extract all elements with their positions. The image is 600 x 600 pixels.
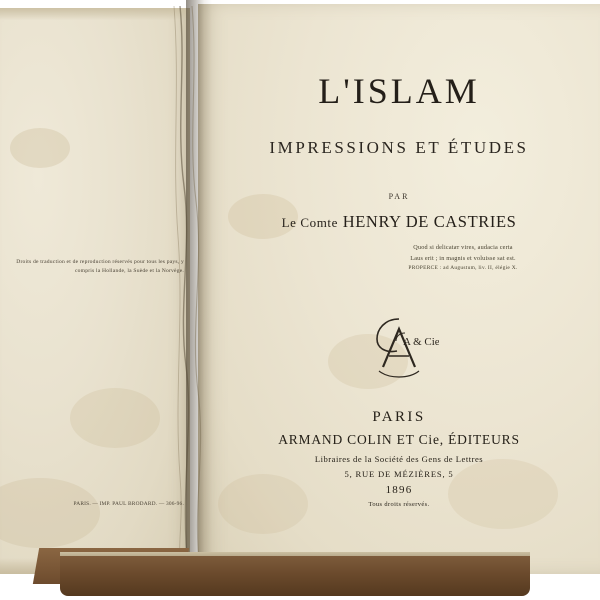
imprint-publisher: ARMAND COLIN ET Cie, ÉDITEURS bbox=[278, 432, 520, 447]
cover-board-bottom bbox=[60, 556, 530, 596]
author-line bbox=[198, 212, 600, 232]
right-page-title bbox=[198, 4, 600, 574]
binding-threads-icon bbox=[172, 6, 206, 572]
epigraph-line-2: Laus erit ; in magnis et voluisse sat est. bbox=[410, 255, 516, 263]
printer-imprint-text: PARIS. — IMP. PAUL BRODARD. — 306-96. bbox=[73, 501, 184, 507]
epigraph-line-1: Quod si delicatат vires, audacia certa bbox=[413, 244, 513, 251]
page-edge-top bbox=[0, 8, 190, 20]
left-page-verso bbox=[0, 8, 190, 574]
by-label: PAR bbox=[388, 192, 410, 201]
imprint-block bbox=[198, 409, 600, 508]
author-prefix: Le Comte bbox=[281, 215, 338, 230]
publisher-monogram-icon bbox=[198, 309, 600, 394]
rights-notice-text: Droits de traduction et de reproduction réservés pour tous les pays, y compris la Hollande, la Suède et la Norvège. bbox=[16, 259, 184, 274]
imprint-address: 5, RUE DE MÉZIÈRES, 5 bbox=[344, 469, 454, 479]
imprint-year: 1896 bbox=[385, 484, 413, 496]
epigraph-source: PROPERCE : ad Augustum, liv. II, élégie X. bbox=[408, 265, 518, 272]
title-block bbox=[198, 4, 600, 232]
author-name: HENRY DE CASTRIES bbox=[342, 212, 517, 231]
page-title: L'ISLAM bbox=[318, 71, 480, 111]
page-subtitle: IMPRESSIONS ET ÉTUDES bbox=[269, 138, 529, 157]
monogram-ac-icon bbox=[359, 309, 439, 389]
paper-stain bbox=[0, 478, 100, 548]
imprint-city: PARIS bbox=[372, 409, 426, 425]
imprint-society: Libraires de la Société des Gens de Lettres bbox=[314, 454, 484, 464]
epigraph-block bbox=[348, 242, 578, 274]
paper-stain bbox=[10, 128, 70, 168]
imprint-rights: Tous droits réservés. bbox=[368, 501, 430, 508]
paper-stain bbox=[70, 388, 160, 448]
monogram-letters: A & Cie bbox=[403, 336, 439, 348]
